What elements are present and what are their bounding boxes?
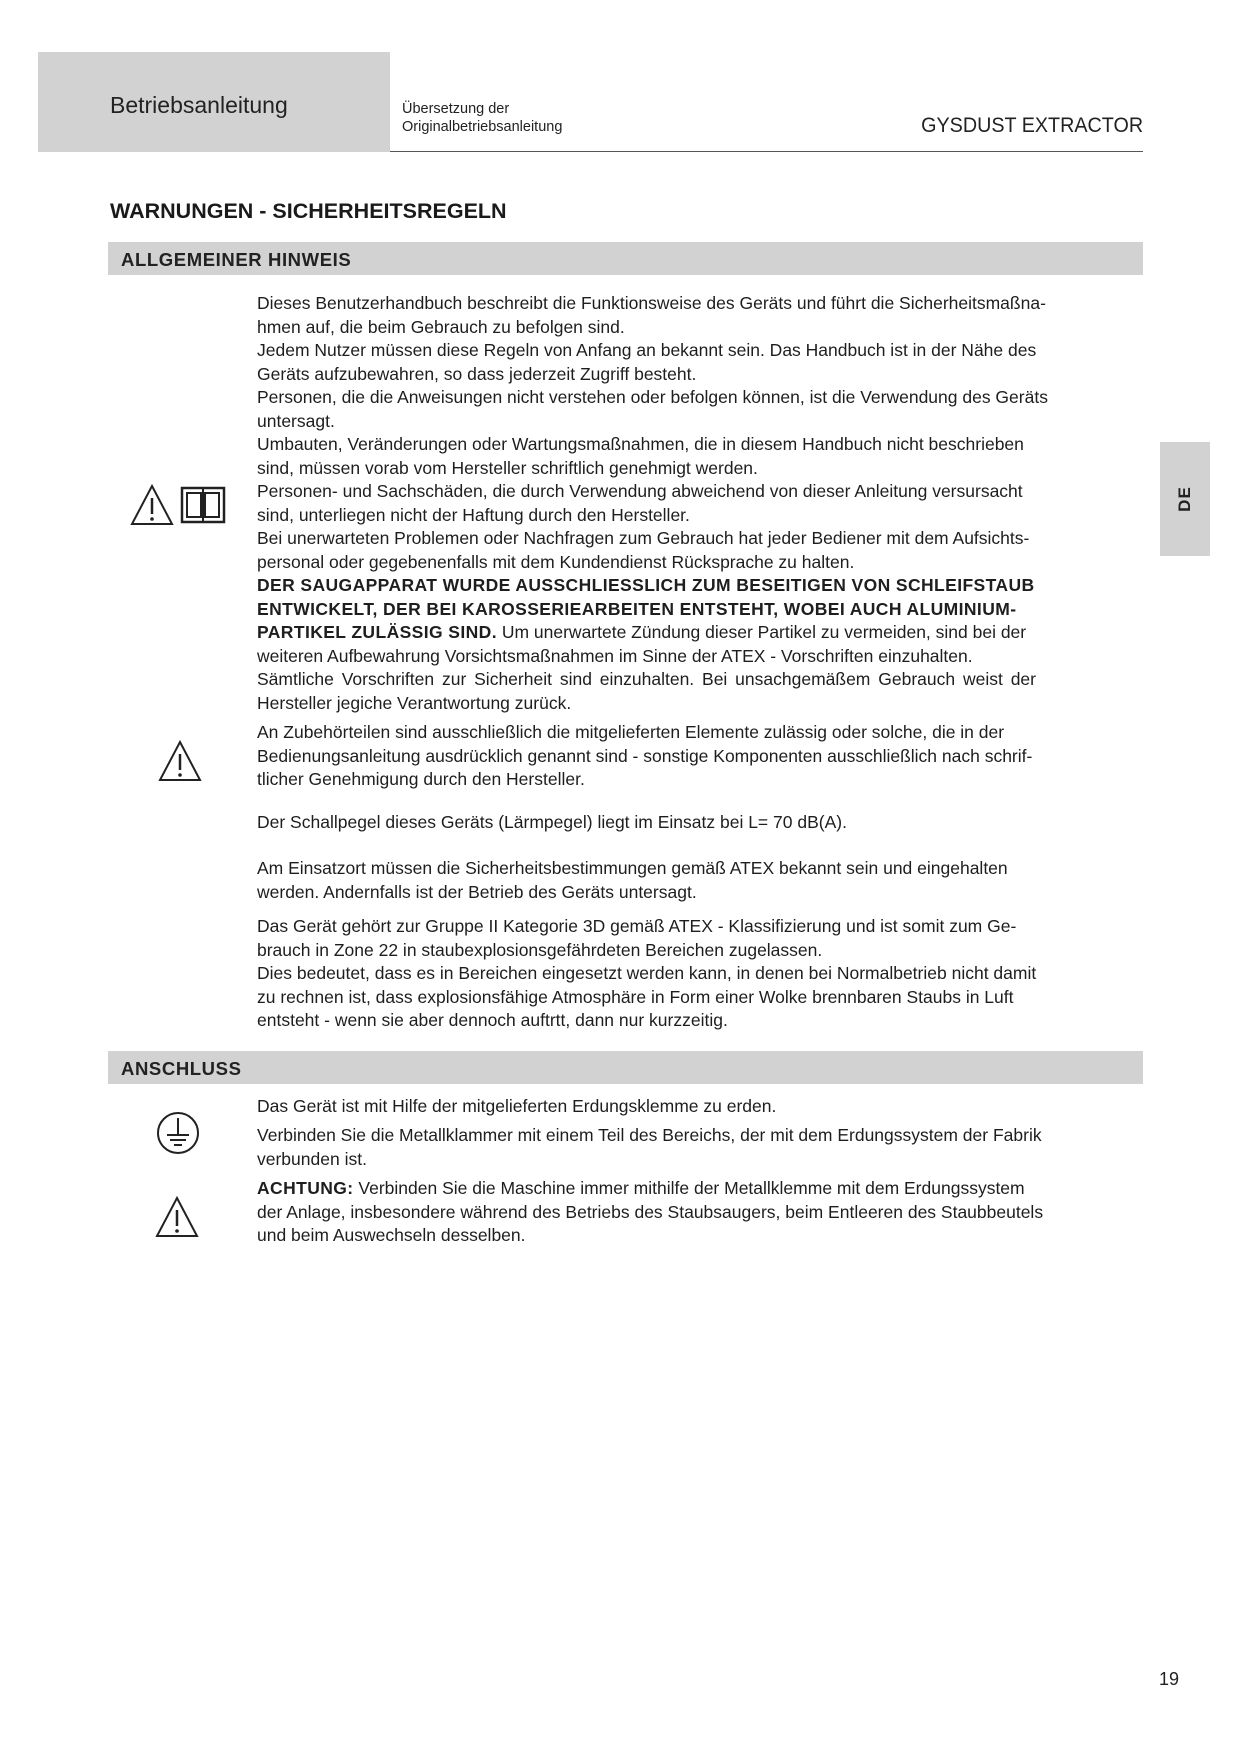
accessories-text	[257, 721, 1162, 792]
header-divider	[390, 151, 1143, 152]
section-heading-general	[108, 242, 1143, 275]
zone-classification-text	[257, 915, 1162, 1033]
text-line: personal oder gegebenenfalls mit dem Kundendienst Rücksprache zu halten.	[257, 551, 855, 572]
text-line: der Anlage, insbesondere während des Betriebs des Staubsaugers, beim Entleeren des Staubbeutels	[257, 1201, 1044, 1222]
ground-symbol-icon	[155, 1110, 201, 1156]
grounding-text	[257, 1095, 1162, 1119]
language-tab-label: DE	[1175, 486, 1194, 512]
manual-book-icon	[180, 486, 226, 524]
text-line: Personen- und Sachschäden, die durch Verwendung abweichend von dieser Anleitung versursacht	[257, 481, 1023, 501]
text-line: Verbinden Sie die Metallklammer mit einem Teil des Bereichs, der mit dem Erdungssystem der Fabrik	[257, 1125, 1042, 1145]
language-tab	[1160, 442, 1210, 556]
text-line	[257, 621, 1162, 645]
warning-triangle-icon	[158, 740, 202, 782]
text-line: Dieses Benutzerhandbuch beschreibt die Funktionsweise des Geräts und führt die Sicherheitsmaßna-	[257, 293, 1046, 313]
text-line: weiteren Aufbewahrung Vorsichtsmaßnahmen im Sinne der ATEX - Vorschriften einzuhalten.	[257, 645, 973, 666]
text-line: sind, unterliegen nicht der Haftung durch den Hersteller.	[257, 504, 690, 525]
section-heading-connection	[108, 1051, 1143, 1084]
text-line: Personen, die die Anweisungen nicht verstehen oder befolgen können, ist die Verwendung des Geräts	[257, 387, 1048, 407]
text-span: Verbinden Sie die Maschine immer mithilfe der Metallklemme mit dem Erdungssystem	[353, 1178, 1025, 1198]
text-line: Jedem Nutzer müssen diese Regeln von Anfang an bekannt sein. Das Handbuch ist in der Nähe des	[257, 340, 1037, 360]
text-line: zu rechnen ist, dass explosionsfähige Atmosphäre in Form einer Wolke brennbaren Staubs in Luft	[257, 986, 1014, 1007]
text-line: Bedienungsanleitung ausdrücklich genannt sind - sonstige Komponenten ausschließlich nach schrif-	[257, 745, 1033, 766]
text-line: untersagt.	[257, 410, 335, 431]
bold-warning-line: DER SAUGAPPARAT WURDE AUSSCHLIESSLICH ZUM BESEITIGEN VON SCHLEIFSTAUB	[257, 575, 1035, 595]
text-line: Das Gerät ist mit Hilfe der mitgelieferten Erdungsklemme zu erden.	[257, 1096, 777, 1116]
text-line: verbunden ist.	[257, 1148, 367, 1169]
text-line: Das Gerät gehört zur Gruppe II Kategorie 3D gemäß ATEX - Klassifizierung und ist somit zum Ge-	[257, 916, 1017, 936]
header-doc-type: Betriebsanleitung	[110, 92, 288, 118]
header-product-name: GYSDUST EXTRACTOR	[921, 114, 1143, 137]
text-line: Am Einsatzort müssen die Sicherheitsbestimmungen gemäß ATEX bekannt sein und eingehalten	[257, 858, 1008, 878]
clamp-text	[257, 1124, 1162, 1171]
text-line: Der Schallpegel dieses Geräts (Lärmpegel) liegt im Einsatz bei L= 70 dB(A).	[257, 812, 847, 832]
text-line: hmen auf, die beim Gebrauch zu befolgen sind.	[257, 316, 625, 337]
noise-level-text	[257, 811, 1162, 835]
header-translation-note	[402, 100, 562, 136]
section-heading-label: ALLGEMEINER HINWEIS	[121, 249, 352, 270]
atex-text	[257, 857, 1162, 904]
header-translation-line: Übersetzung der	[402, 101, 510, 117]
text-line: Umbauten, Veränderungen oder Wartungsmaßnahmen, die in diesem Handbuch nicht beschrieben	[257, 434, 1024, 454]
text-line: brauch in Zone 22 in staubexplosionsgefährdeten Bereichen zugelassen.	[257, 939, 823, 960]
page-number: 19	[1158, 1669, 1179, 1689]
bold-warning-line: PARTIKEL ZULÄSSIG SIND.	[257, 622, 497, 642]
page-title: WARNUNGEN - SICHERHEITSREGELN	[110, 199, 507, 223]
text-line: Bei unerwarteten Problemen oder Nachfragen zum Gebrauch hat jeder Bediener mit dem Aufsichts-	[257, 528, 1030, 548]
text-line: und beim Auswechseln desselben.	[257, 1225, 526, 1245]
warning-triangle-icon	[130, 484, 174, 526]
warning-label: ACHTUNG:	[257, 1178, 354, 1198]
text-line: Geräts aufzubewahren, so dass jederzeit Zugriff besteht.	[257, 363, 697, 384]
text-line: Hersteller jegiche Verantwortung zurück.	[257, 692, 572, 713]
text-line: tlicher Genehmigung durch den Hersteller.	[257, 769, 585, 789]
text-line	[257, 1177, 1162, 1201]
text-line: Dies bedeutet, dass es in Bereichen eingesetzt werden kann, in denen bei Normalbetrieb nicht damit	[257, 963, 1037, 983]
text-span: Um unerwartete Zündung dieser Partikel zu vermeiden, sind bei der	[496, 622, 1027, 642]
connection-warning-text	[257, 1177, 1162, 1248]
bold-warning-line: ENTWICKELT, DER BEI KAROSSERIEARBEITEN ENTSTEHT, WOBEI AUCH ALUMINIUM-	[257, 598, 1017, 619]
header-translation-line: Originalbetriebsanleitung	[402, 119, 563, 135]
text-line: entsteht - wenn sie aber dennoch auftrtt, dann nur kurzzeitig.	[257, 1010, 728, 1030]
section-heading-label: ANSCHLUSS	[121, 1058, 242, 1079]
text-line: sind, müssen vorab vom Hersteller schriftlich genehmigt werden.	[257, 457, 758, 478]
text-line: werden. Andernfalls ist der Betrieb des Geräts untersagt.	[257, 881, 697, 902]
general-notice-text	[257, 292, 1162, 715]
text-line: Sämtliche Vorschriften zur Sicherheit sind einzuhalten. Bei unsachgemäßem Gebrauch weist der	[257, 669, 1036, 689]
text-line: An Zubehörteilen sind ausschließlich die mitgelieferten Elemente zulässig oder solche, die in der	[257, 722, 1005, 742]
warning-triangle-icon	[155, 1196, 199, 1238]
